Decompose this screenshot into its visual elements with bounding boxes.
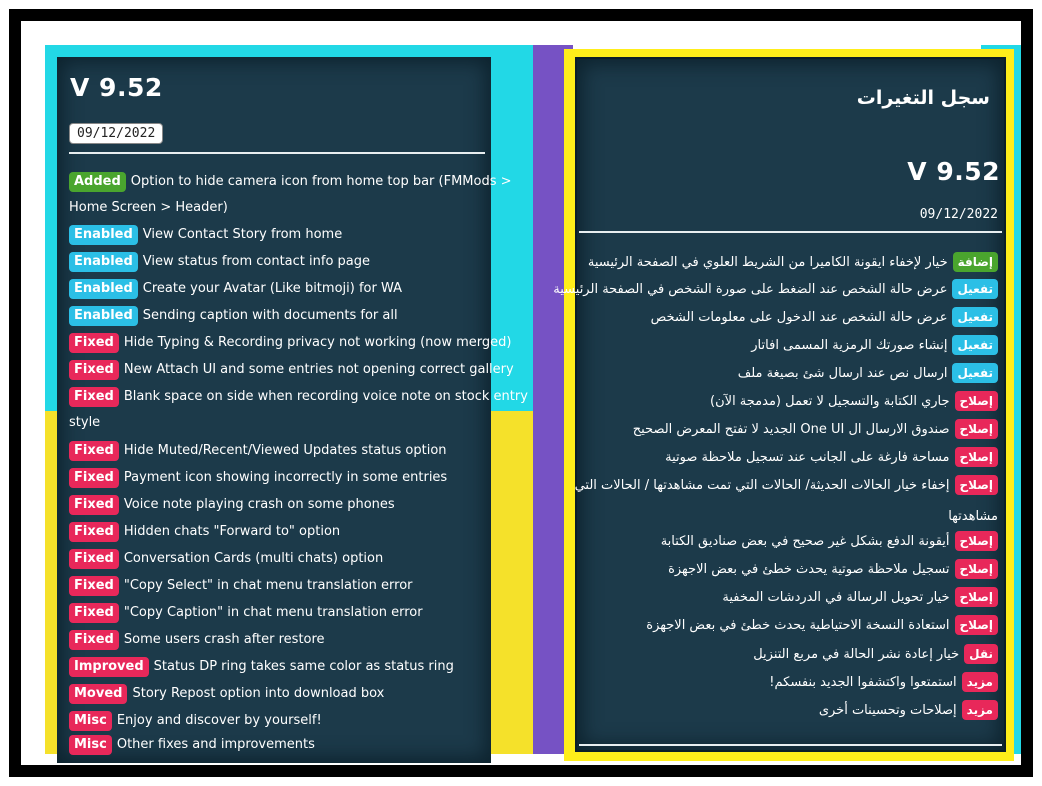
list-item-text: Payment icon showing incorrectly in some entries (123, 470, 448, 485)
enabled-badge: Enabled (69, 252, 138, 272)
fixed-badge: Fixed (69, 468, 119, 488)
enabled-badge: تفعيل (952, 363, 998, 383)
list-item (819, 700, 998, 722)
enabled-badge: Enabled (69, 279, 138, 299)
list-item-text: إنشاء صورتك الرمزية المسمى افاتار (751, 338, 948, 353)
fixed-badge: Fixed (69, 333, 119, 353)
list-item-text: Blank space on side when recording voice note on stock entry (123, 389, 528, 404)
list-item-text: Story Repost option into download box (132, 686, 385, 701)
list-item-text: خيار تحويل الرسالة في الدردشات المخفية (722, 590, 950, 605)
list-item (633, 419, 998, 441)
changelog-heading: سجل التغيرات (856, 87, 990, 109)
misc-badge: مزيد (962, 672, 998, 692)
list-item (69, 734, 315, 756)
list-item (69, 602, 423, 624)
release-date: 09/12/2022 (69, 123, 163, 144)
added-badge: إضافة (953, 252, 998, 272)
inner-canvas (21, 21, 1021, 765)
list-item (769, 672, 998, 694)
list-item-text: تسجيل ملاحظة صوتية يحدث خطئ في بعض الاجهزة (668, 562, 950, 577)
misc-badge: Misc (69, 711, 112, 731)
list-item (69, 494, 395, 516)
list-item (69, 305, 398, 327)
list-item (753, 644, 998, 666)
list-item-text: مساحة فارغة على الجانب عند تسجيل ملاحظة صوتية (665, 450, 950, 465)
list-item (668, 559, 998, 581)
list-item-text: عرض حالة الشخص عند الضغط على صورة الشخص في الصفحة الرئيسية (553, 282, 948, 297)
list-item-text: إخفاء خيار الحالات الحديثة/ الحالات التي تمت مشاهدتها / الحالات التي (574, 478, 950, 493)
list-item (69, 467, 447, 489)
divider (579, 231, 1002, 233)
list-item-text: Conversation Cards (multi chats) option (123, 551, 384, 566)
list-item-text: صندوق الارسال ال One UI الجديد لا تفتح المعرض الصحيح (632, 422, 950, 437)
list-item-text: Some users crash after restore (123, 632, 325, 647)
list-item (69, 171, 512, 193)
list-item (69, 575, 413, 597)
enabled-badge: تفعيل (952, 279, 998, 299)
list-item-text: Sending caption with documents for all (142, 308, 398, 323)
misc-badge: Misc (69, 735, 112, 755)
bottom-divider (579, 744, 1002, 746)
list-item (575, 475, 998, 497)
list-item (588, 252, 998, 274)
enabled-badge: Enabled (69, 306, 138, 326)
list-item-text: عرض حالة الشخص عند الدخول على معلومات الشخص (650, 310, 948, 325)
misc-badge: مزيد (962, 700, 998, 720)
list-item (69, 251, 370, 273)
list-item-text: جاري الكتابة والتسجيل لا تعمل (مدمجة الآن) (710, 394, 950, 409)
list-item (69, 440, 447, 462)
fixed-badge: Fixed (69, 630, 119, 650)
moved-badge: نقل (964, 644, 998, 664)
list-item-text: إصلاحات وتحسينات أخرى (818, 703, 957, 718)
list-item-text: Other fixes and improvements (116, 737, 315, 752)
enabled-badge: Enabled (69, 225, 138, 245)
list-item-text: استعادة النسخة الاحتياطية يحدث خطئ في بعض الاجهزة (646, 618, 950, 633)
enabled-badge: تفعيل (952, 335, 998, 355)
list-item-text: خيار إعادة نشر الحالة في مربع التنزيل (753, 647, 960, 662)
list-item (738, 363, 998, 385)
list-item (751, 335, 998, 357)
changelog-panel-english (57, 57, 528, 763)
changelog-panel-arabic (553, 57, 1006, 752)
list-item-text: View status from contact info page (142, 254, 371, 269)
version-title: V 9.52 (907, 157, 1000, 186)
list-item-text: New Attach UI and some entries not opening correct gallery (123, 362, 514, 377)
list-item (553, 279, 998, 301)
list-item-text: "Copy Select" in chat menu translation error (123, 578, 413, 593)
list-item (69, 359, 514, 381)
outer-frame (9, 9, 1033, 777)
fixed-badge: إصلاح (955, 531, 998, 551)
list-item (69, 683, 384, 705)
list-item-text: Enjoy and discover by yourself! (116, 713, 322, 728)
list-item-text: "Copy Caption" in chat menu translation error (123, 605, 423, 620)
fixed-badge: إصلاح (955, 419, 998, 439)
fixed-badge: Fixed (69, 495, 119, 515)
list-item-continuation: مشاهدتها (948, 509, 998, 524)
list-item-continuation: style (69, 415, 101, 430)
fixed-badge: Fixed (69, 441, 119, 461)
list-item-text: Hidden chats "Forward to" option (123, 524, 341, 539)
improved-badge: Improved (69, 657, 149, 677)
list-item (69, 521, 340, 543)
fixed-badge: إصلاح (955, 615, 998, 635)
list-item (646, 615, 998, 637)
divider (69, 152, 485, 154)
enabled-badge: تفعيل (952, 307, 998, 327)
list-item-text: Option to hide camera icon from home top bar (FMMods > (130, 174, 512, 189)
fixed-badge: Fixed (69, 549, 119, 569)
fixed-badge: Fixed (69, 360, 119, 380)
added-badge: Added (69, 172, 126, 192)
list-item-text: ارسال نص عند ارسال شئ بصيغة ملف (737, 366, 948, 381)
fixed-badge: إصلاح (955, 587, 998, 607)
list-item-text: خيار لإخفاء ايقونة الكاميرا من الشريط العلوي في الصفحة الرئيسية (587, 255, 948, 270)
fixed-badge: Fixed (69, 603, 119, 623)
list-item (651, 307, 998, 329)
list-item-text: View Contact Story from home (142, 227, 343, 242)
fixed-badge: إصلاح (955, 447, 998, 467)
list-item (69, 656, 454, 678)
list-item (665, 447, 998, 469)
version-title: V 9.52 (70, 73, 163, 102)
fixed-badge: إصلاح (955, 391, 998, 411)
list-item-text: Hide Muted/Recent/Viewed Updates status option (123, 443, 447, 458)
fixed-badge: Fixed (69, 522, 119, 542)
list-item-text: Status DP ring takes same color as status ring (153, 659, 454, 674)
list-item-text: أيقونة الدفع بشكل غير صحيح في بعض صناديق الكتابة (660, 534, 950, 549)
list-item (69, 710, 322, 732)
list-item-text: Voice note playing crash on some phones (123, 497, 395, 512)
fixed-badge: Fixed (69, 576, 119, 596)
list-item (722, 587, 998, 609)
moved-badge: Moved (69, 684, 127, 704)
list-item (69, 629, 325, 651)
list-item (69, 224, 342, 246)
fixed-badge: إصلاح (955, 559, 998, 579)
release-date: 09/12/2022 (919, 207, 998, 222)
list-item (661, 531, 998, 553)
list-item (69, 332, 512, 354)
fixed-badge: Fixed (69, 387, 119, 407)
list-item (69, 548, 383, 570)
fixed-badge: إصلاح (955, 475, 998, 495)
list-item-text: Create your Avatar (Like bitmoji) for WA (142, 281, 402, 296)
list-item-continuation: Home Screen > Header) (69, 200, 228, 215)
list-item-text: استمتعوا واكتشفوا الجديد بنفسكم! (769, 675, 957, 690)
list-item (69, 386, 528, 408)
list-item (69, 278, 402, 300)
list-item (710, 391, 998, 413)
list-item-text: Hide Typing & Recording privacy not working (now merged) (123, 335, 512, 350)
